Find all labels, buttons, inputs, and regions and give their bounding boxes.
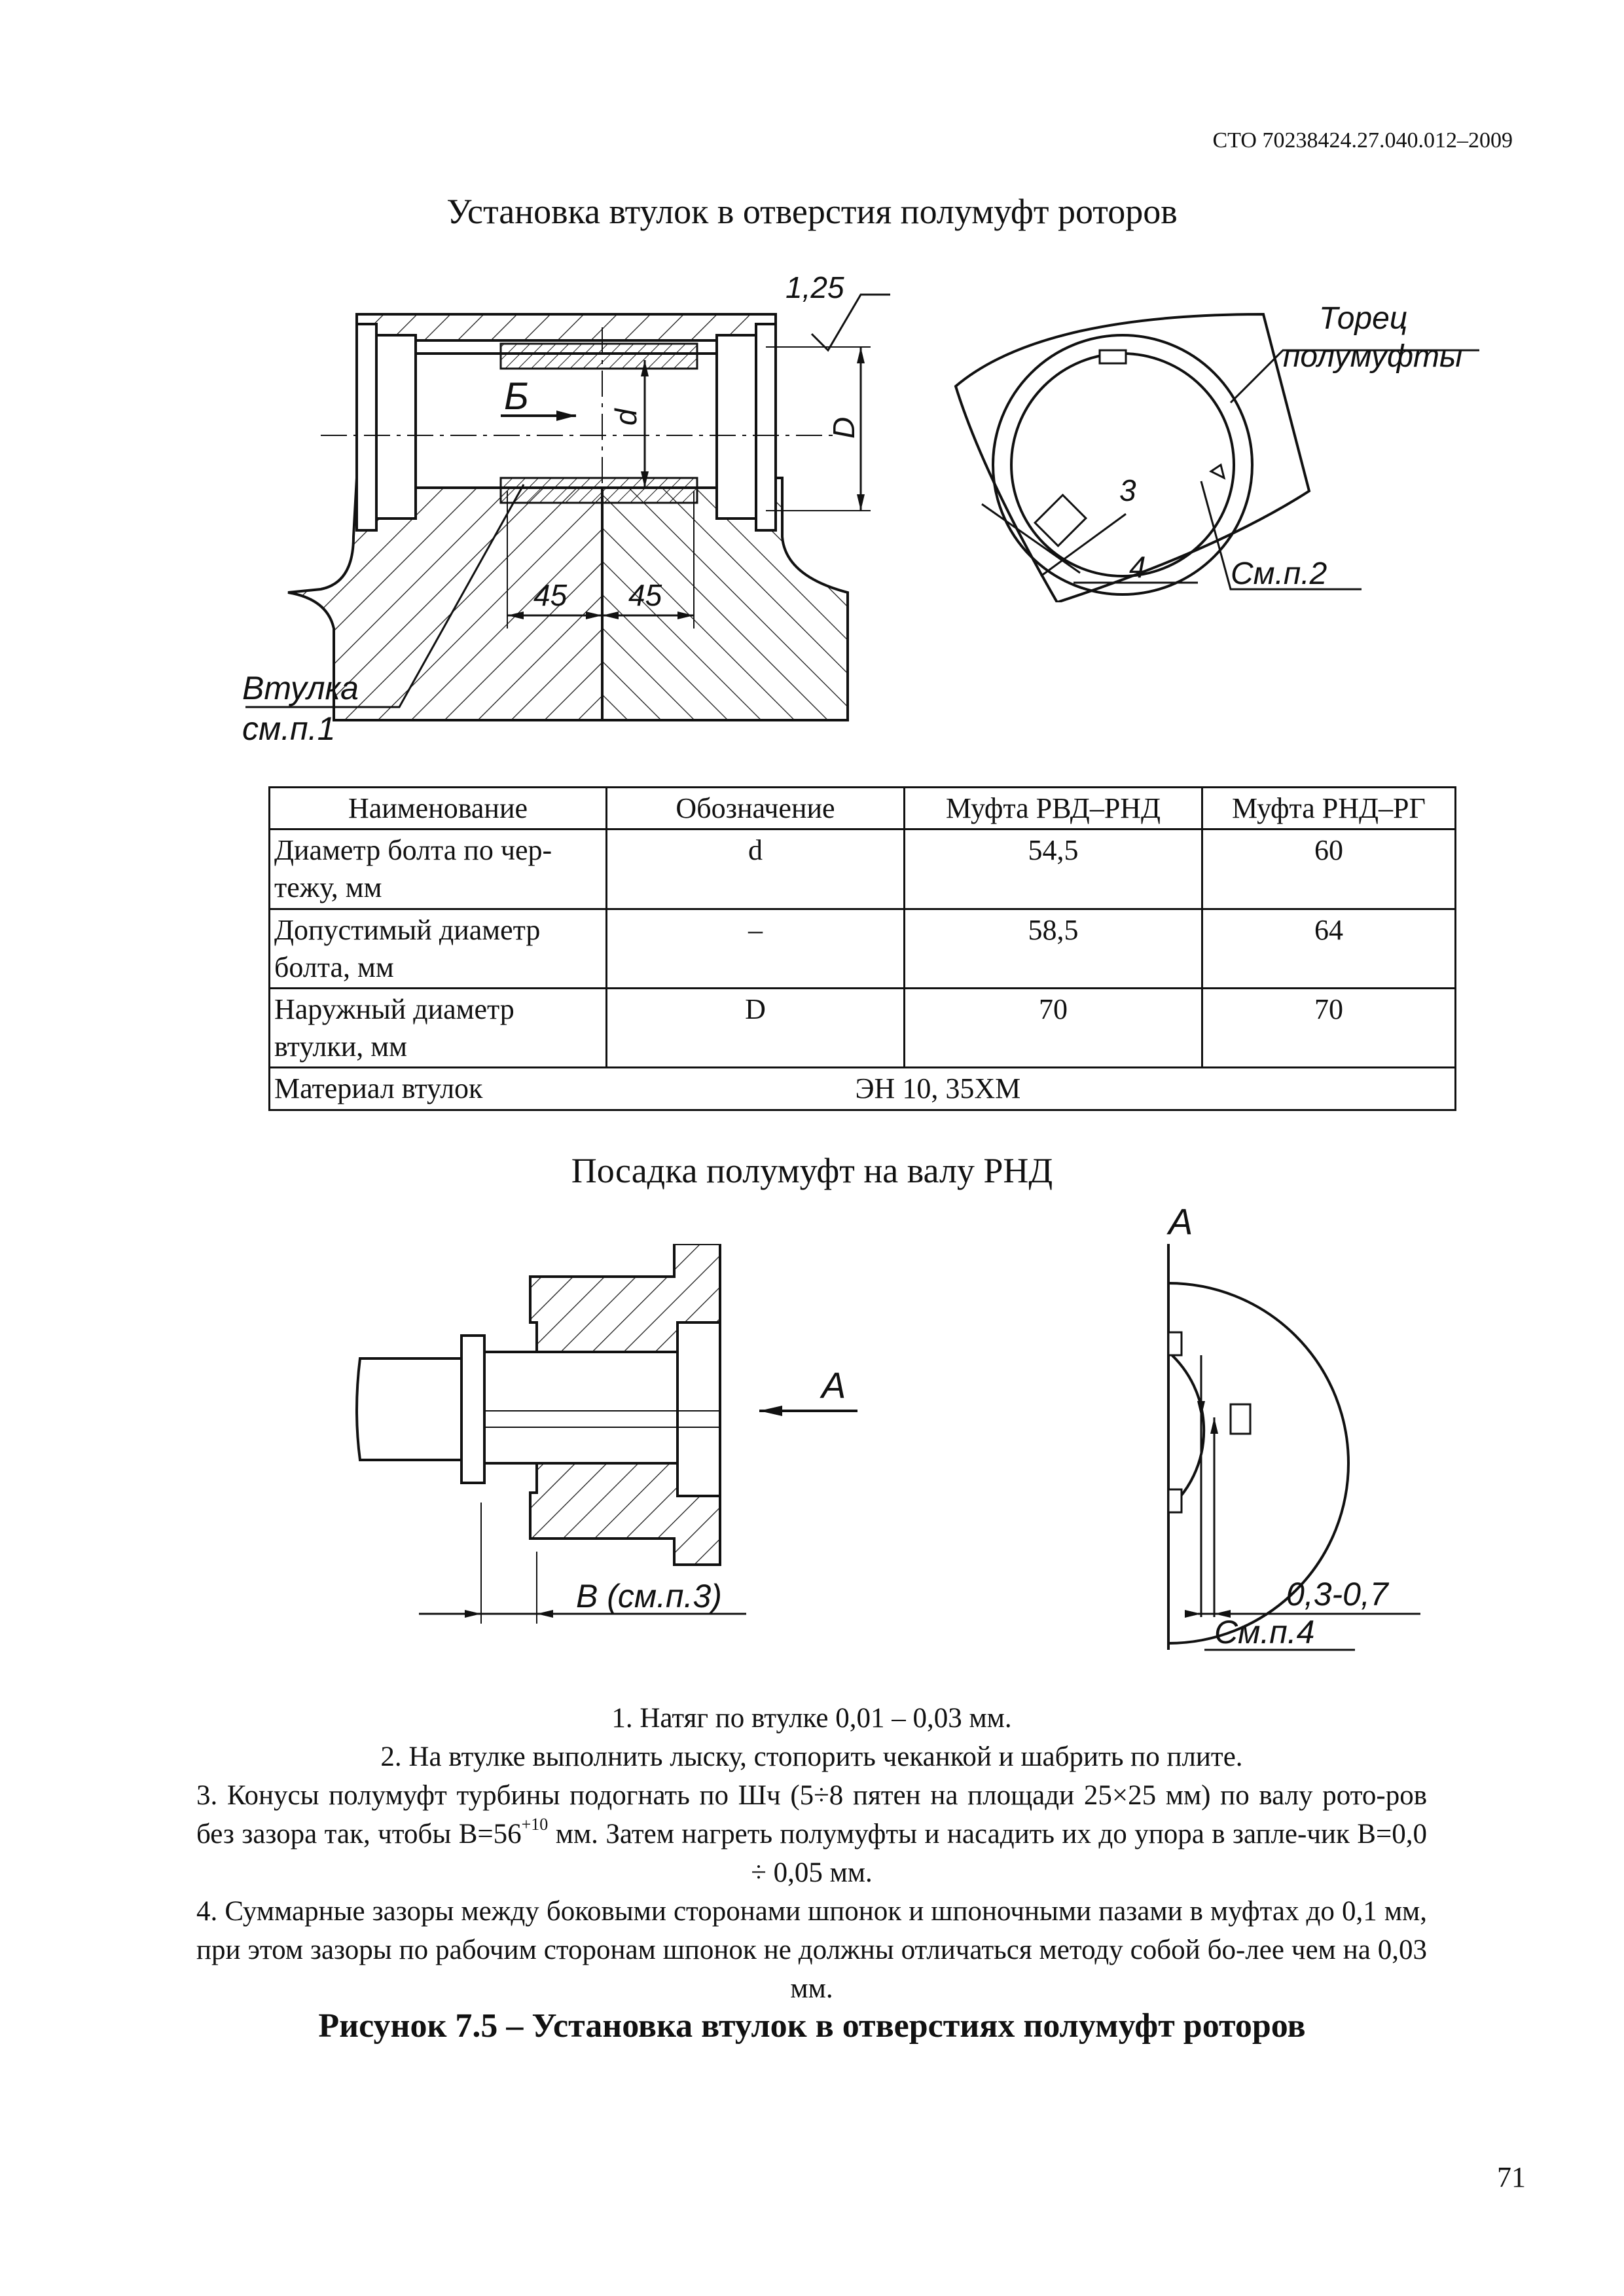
table-cell: ЭН 10, 35ХМ	[607, 1068, 1456, 1110]
table-cell: d	[607, 829, 905, 909]
note-1: 1. Натяг по втулке 0,01 – 0,03 мм.	[611, 1703, 1012, 1734]
num-4-label: 4	[1129, 550, 1146, 584]
arrow-a-label: А	[821, 1364, 846, 1406]
table-header: Наименование	[270, 788, 607, 829]
gap-label: 0,3-0,7	[1286, 1576, 1388, 1613]
bushing-ref: см.п.1	[242, 710, 336, 747]
table-row	[270, 988, 1456, 1067]
note-3-part-a: 3. Конусы полумуфт турбины подогнать по Шч (5÷8 пятен на площади 25×25 мм) по валу рото-ров без зазора так, чтобы В=56	[196, 1780, 1427, 1850]
table-cell: –	[607, 909, 905, 988]
table-header: Обозначение	[607, 788, 905, 829]
table-cell: 60	[1202, 829, 1456, 909]
ref-p2-label: См.п.2	[1231, 556, 1327, 591]
notes-block	[196, 1699, 1427, 2008]
note-4: 4. Суммарные зазоры между боковыми сторонами шпонок и шпоночными пазами в муфтах до 0,1 мм, при этом зазоры по рабочим сторонам шпонок не должны отличаться методу собой бо-лее чем на 0,03 мм.	[196, 1896, 1427, 2004]
note-3	[196, 1776, 1427, 1892]
shaft-fit-drawing	[353, 1244, 877, 1650]
view-a-drawing	[1139, 1192, 1479, 1676]
table-cell: 54,5	[905, 829, 1202, 909]
note-2: 2. На втулке выполнить лыску, стопорить чеканкой и шабрить по плите.	[380, 1741, 1243, 1772]
table-cell: 58,5	[905, 909, 1202, 988]
page-number: 71	[1497, 2161, 1526, 2193]
table-header: Муфта РВД–РНД	[905, 788, 1202, 829]
bushing-spec-table	[268, 786, 1456, 1111]
note-3-part-b: мм. Затем нагреть полумуфты и насадить их до упора в запле-чик В=0,0 ÷ 0,05 мм.	[548, 1819, 1427, 1888]
table-row	[270, 1068, 1456, 1110]
num-3-label: 3	[1119, 473, 1136, 507]
table-cell: Допустимый диаметр болта, мм	[270, 909, 607, 988]
bushing-label: Втулка	[242, 670, 359, 706]
table-cell: Материал втулок	[270, 1068, 607, 1110]
note-3-tolerance: +10	[521, 1815, 549, 1834]
table-cell: 70	[1202, 988, 1456, 1067]
table-cell: Диаметр болта по чер-тежу, мм	[270, 829, 607, 909]
section-title-bushings: Установка втулок в отверстия полумуфт роторов	[446, 192, 1178, 231]
view-b-label: Б	[504, 375, 529, 418]
table-row	[270, 909, 1456, 988]
end-face-label-1: Торец	[1319, 301, 1408, 336]
table-cell: 70	[905, 988, 1202, 1067]
view-a-label: А	[1168, 1201, 1193, 1242]
dim-b-label: В (см.п.3)	[576, 1578, 722, 1614]
figure-caption: Рисунок 7.5 – Установка втулок в отверстиях полумуфт роторов	[318, 2007, 1306, 2045]
roughness-label: 1,25	[785, 270, 844, 304]
section-title-fit: Посадка полумуфт на валу РНД	[571, 1151, 1053, 1190]
table-cell: 64	[1202, 909, 1456, 988]
ref-p4-label: См.п.4	[1214, 1614, 1315, 1650]
end-face-label-2: полумуфты	[1283, 339, 1463, 374]
table-row	[270, 829, 1456, 909]
dim-d-label: d	[609, 409, 643, 426]
dim-D-label: D	[827, 416, 861, 439]
table-header-row	[270, 788, 1456, 829]
bushing-section-drawing	[236, 262, 923, 759]
angle-left-label: 45	[533, 578, 568, 612]
coupling-end-face-drawing	[943, 275, 1519, 602]
table-cell: D	[607, 988, 905, 1067]
table-header: Муфта РНД–РГ	[1202, 788, 1456, 829]
angle-right-label: 45	[628, 578, 662, 612]
document-code: СТО 70238424.27.040.012–2009	[1212, 128, 1513, 153]
table-cell: Наружный диаметр втулки, мм	[270, 988, 607, 1067]
